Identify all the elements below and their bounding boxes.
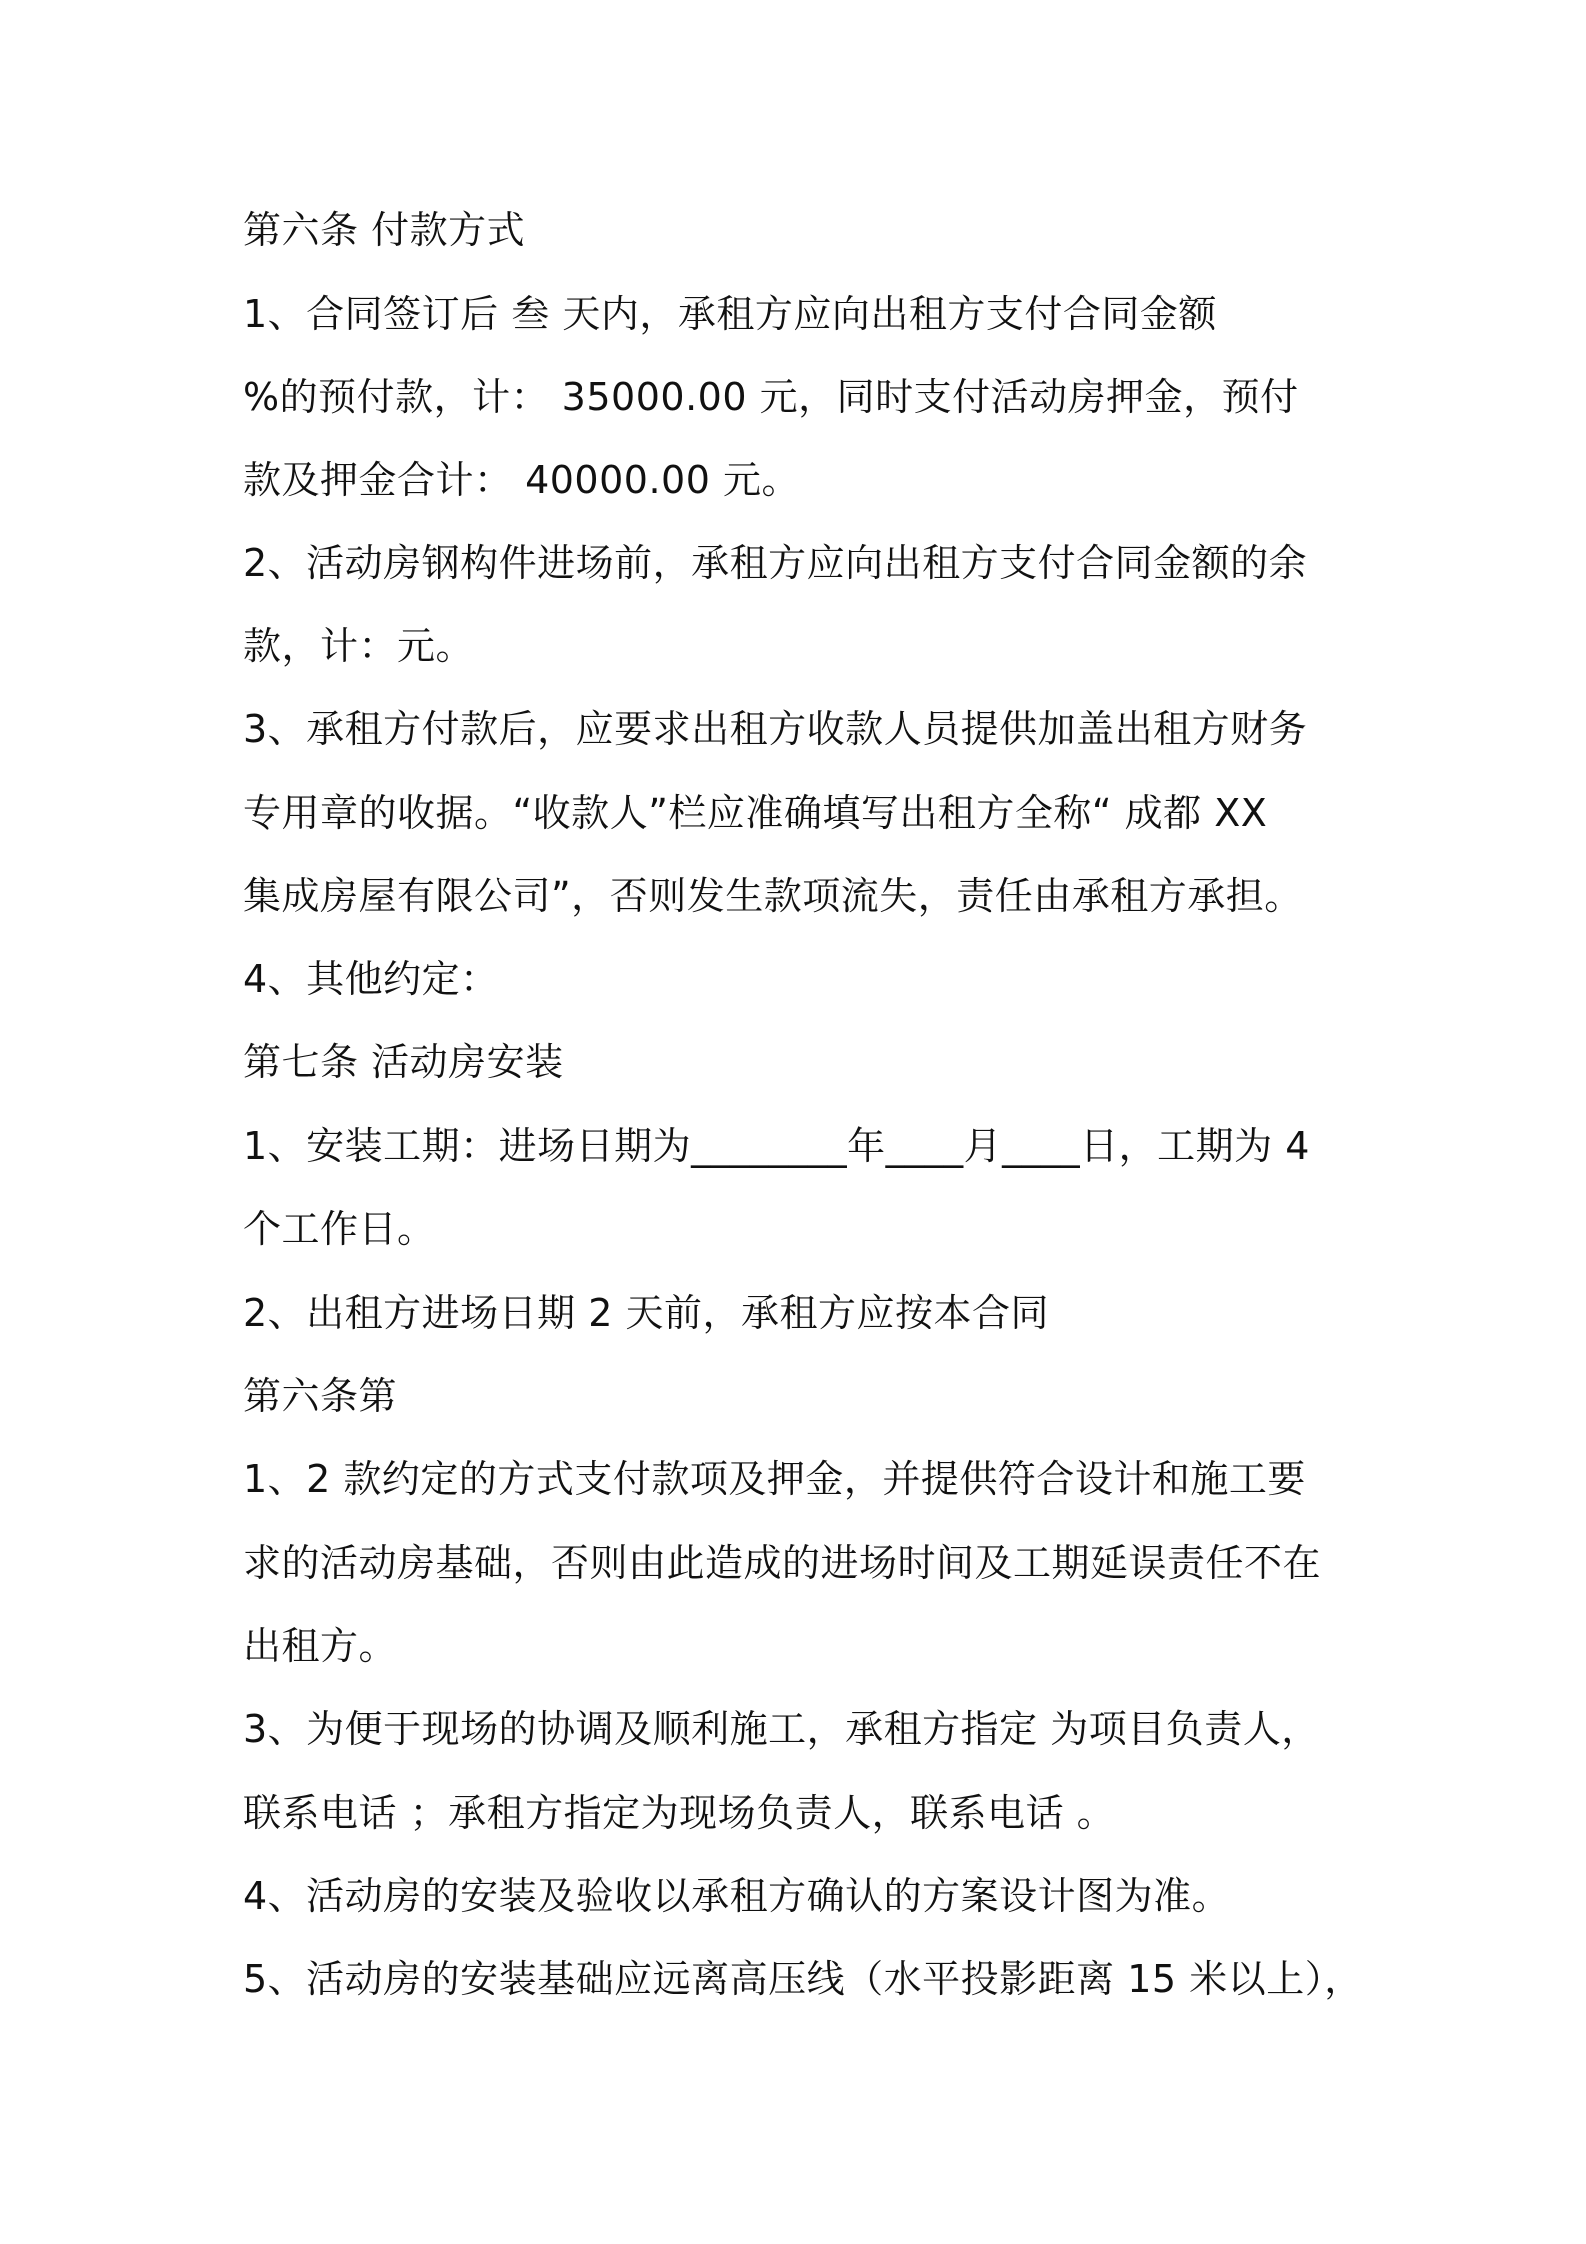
clause-6-3-line-1: 3、承租方付款后，应要求出租方收款人员提供加盖出租方财务	[243, 707, 1308, 751]
clause-6-3-line-2: 专用章的收据。“收款人”栏应准确填写出租方全称“ 成都 XX	[243, 791, 1268, 835]
clause-6-1-line-3: 款及押金合计： 40000.00 元。	[243, 458, 800, 502]
clause-7-2-line-4: 求的活动房基础，否则由此造成的进场时间及工期延误责任不在	[243, 1541, 1322, 1585]
clause-7-1-line-1: 1、安装工期：进场日期为________年____月____日，工期为 4	[243, 1124, 1310, 1168]
clause-6-3-line-3: 集成房屋有限公司”，否则发生款项流失，责任由承租方承担。	[243, 874, 1303, 918]
clause-6-4: 4、其他约定：	[243, 957, 499, 1001]
clause-7-2-line-3: 1、2 款约定的方式支付款项及押金，并提供符合设计和施工要	[243, 1457, 1306, 1501]
clause-7-3-line-1: 3、为便于现场的协调及顺利施工，承租方指定 为项目负责人，	[243, 1707, 1320, 1751]
clause-6-2-line-2: 款，计：元。	[243, 624, 475, 668]
clause-7-2-line-5: 出租方。	[243, 1624, 398, 1668]
clause-6-2-line-1: 2、活动房钢构件进场前，承租方应向出租方支付合同金额的余	[243, 541, 1308, 585]
clause-7-2-line-2: 第六条第	[243, 1374, 398, 1418]
clause-6-1-line-1: 1、合同签订后 叁 天内，承租方应向出租方支付合同金额	[243, 292, 1217, 336]
clause-7-2-line-1: 2、出租方进场日期 2 天前，承租方应按本合同	[243, 1291, 1050, 1335]
clause-7-3-line-2: 联系电话 ；承租方指定为现场负责人，联系电话 。	[243, 1791, 1116, 1835]
clause-7-5-line-1: 5、活动房的安装基础应远离高压线（水平投影距离 15 米以上），	[243, 1957, 1363, 2001]
article-6-heading: 第六条 付款方式	[243, 208, 526, 252]
clause-7-1-line-2: 个工作日。	[243, 1207, 436, 1251]
clause-7-4: 4、活动房的安装及验收以承租方确认的方案设计图为准。	[243, 1874, 1231, 1918]
article-7-heading: 第七条 活动房安装	[243, 1040, 564, 1084]
clause-6-1-line-2: %的预付款，计： 35000.00 元，同时支付活动房押金，预付	[243, 375, 1299, 419]
